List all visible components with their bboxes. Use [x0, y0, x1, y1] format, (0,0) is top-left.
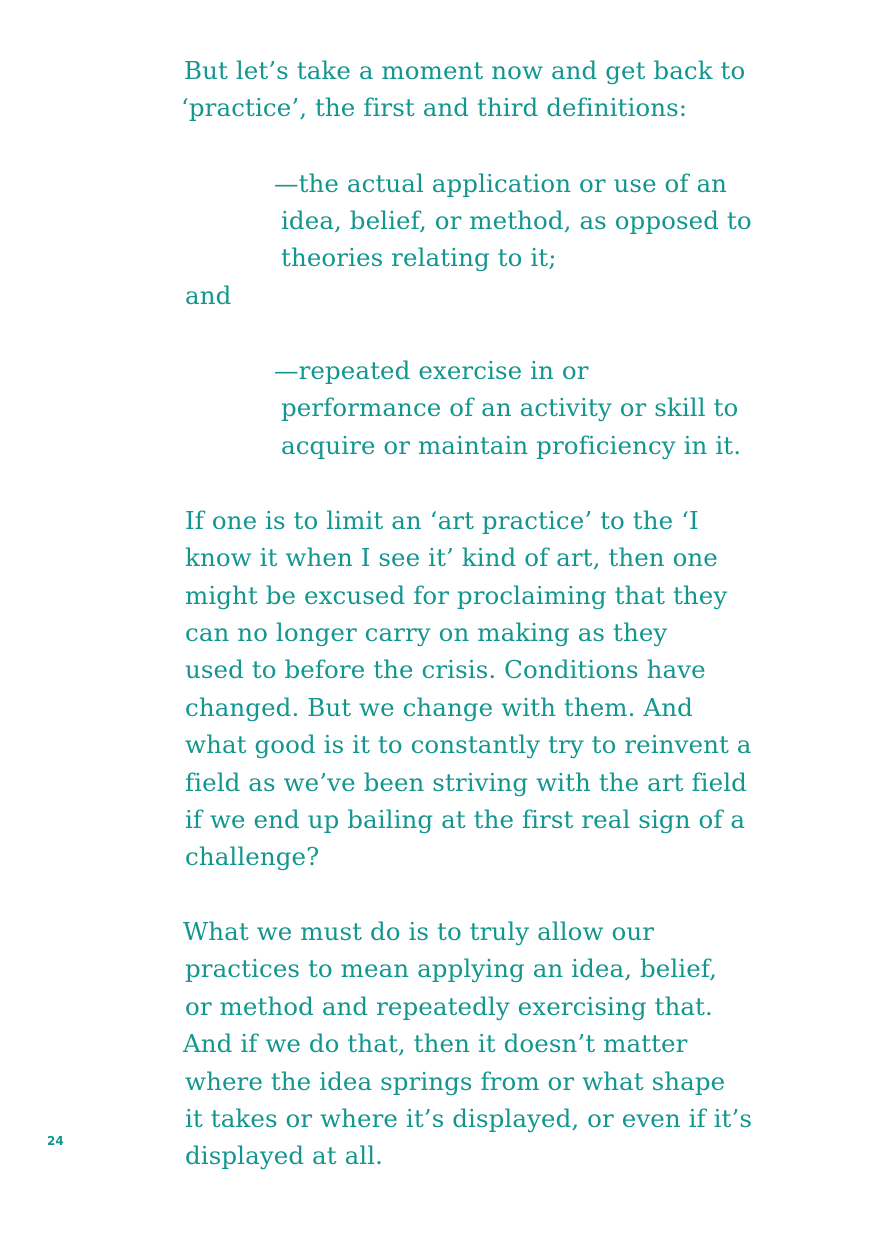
text-line: And if we do that, then it doesn’t matter [183, 1029, 688, 1058]
text-line: If one is to limit an ‘art practice’ to the ‘I [185, 506, 699, 535]
text-line: theories relating to it; [281, 243, 557, 272]
conjunction-and: and [185, 281, 232, 310]
text-line: used to before the crisis. Conditions have [185, 655, 706, 684]
text-line: can no longer carry on making as they [185, 618, 668, 647]
text-line: where the idea springs from or what shape [185, 1067, 726, 1096]
text-line: challenge? [185, 842, 320, 871]
text-line: what good is it to constantly try to reinvent a [185, 730, 752, 759]
page-number: 24 [47, 1134, 64, 1148]
text-line: if we end up bailing at the first real sign of a [185, 805, 746, 834]
text-line: But let’s take a moment now and get back to [184, 56, 746, 85]
text-line: idea, belief, or method, as opposed to [281, 206, 752, 235]
text-line: it takes or where it’s displayed, or even if it’s [185, 1104, 753, 1133]
text-line: field as we’ve been striving with the art field [185, 768, 747, 797]
text-line: might be excused for proclaiming that they [185, 581, 728, 610]
text-line: —the actual application or use of an [274, 169, 728, 198]
text-line: —repeated exercise in or [274, 356, 589, 385]
text-line: ‘practice’, the first and third definitions: [181, 93, 688, 122]
text-line: displayed at all. [185, 1141, 384, 1170]
text-line: or method and repeatedly exercising that. [185, 992, 713, 1021]
text-line: performance of an activity or skill to [281, 393, 739, 422]
text-line: practices to mean applying an idea, belief, [185, 954, 718, 983]
text-line: acquire or maintain proficiency in it. [281, 431, 742, 460]
text-line: What we must do is to truly allow our [183, 917, 655, 946]
text-line: know it when I see it’ kind of art, then one [185, 543, 718, 572]
text-line: changed. But we change with them. And [185, 693, 693, 722]
